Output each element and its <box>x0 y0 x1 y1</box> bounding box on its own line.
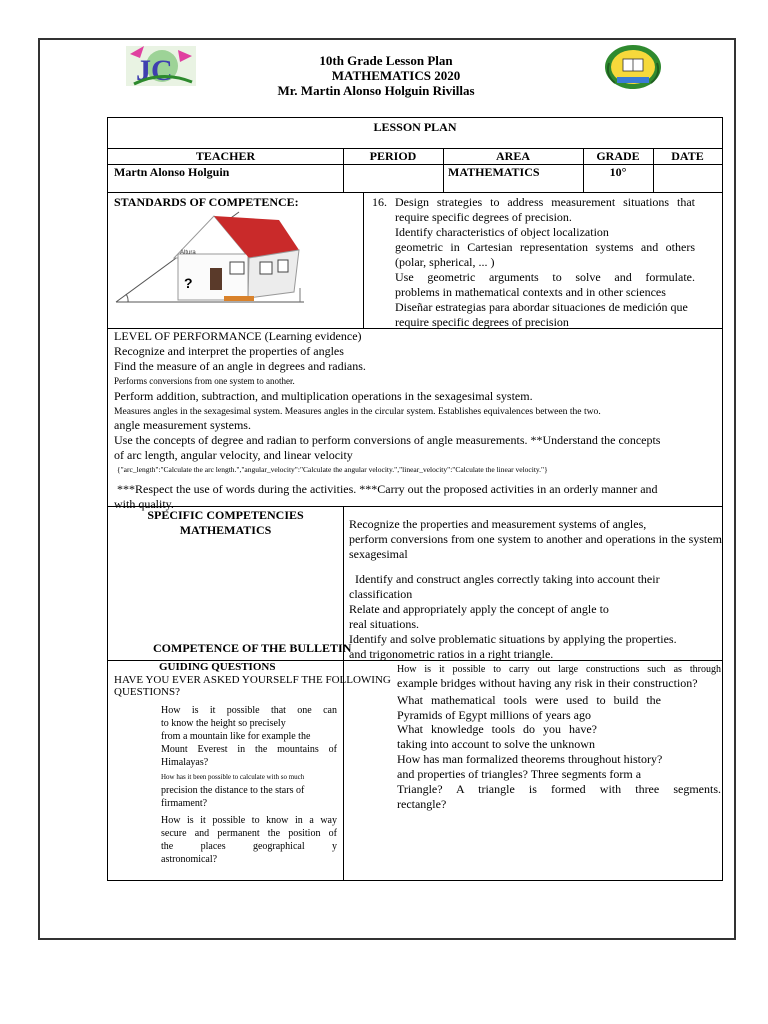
lesson-plan-table <box>107 117 723 881</box>
teacher-name: Martn Alonso Holguin <box>114 165 230 179</box>
lesson-plan-title: LESSON PLAN <box>373 120 457 134</box>
header-teacher: Mr. Martin Alonso Holguin Rivillas <box>277 83 475 98</box>
right-question-3: What knowledge tools do you have? taking into account to solve the unknown <box>397 722 597 751</box>
document-header <box>0 0 768 110</box>
question-1: How is it possible that one can to know the height so precisely from a mountain like for example the Mount Everest in the mountains of Himalayas? <box>161 705 337 768</box>
competencies-text: Recognize the properties and measurement systems of angles, perform conversions from one system to another and operations in the system sexagesimal Identify and construct angles correctly taking into account their classification Relate and appropriately apply the concept of angle to real situations. Identify and solve problematic situations by applying the properties. and trigonometric ratios in a right triangle. <box>349 517 722 661</box>
question-3: How is it possible to know in a way secure and permanent the position of the places geographical y astronomical? <box>161 815 337 865</box>
area-value: MATHEMATICS <box>448 165 540 179</box>
competencies-title: SPECIFIC COMPETENCIES MATHEMATICS <box>147 508 304 537</box>
house-height-figure <box>114 210 309 310</box>
figure-height-label: Altura <box>180 250 196 256</box>
school-crest-logo <box>603 43 663 91</box>
guiding-intro: HAVE YOU EVER ASKED YOURSELF THE FOLLOWING QUESTIONS? <box>114 674 391 698</box>
right-question-1: How is it possible to carry out large constructions such as through example bridges without having any risk in their construction? <box>397 664 721 690</box>
question-2: How has it been possible to calculate with so much precision the distance to the stars of firmament? <box>161 773 305 809</box>
figure-question-mark: ? <box>184 275 193 291</box>
svg-text:JC: JC <box>136 54 173 87</box>
standards-label: STANDARDS OF COMPETENCE: <box>114 195 299 209</box>
right-question-2: What mathematical tools were used to build the Pyramids of Egypt millions of years ago <box>397 693 661 722</box>
right-question-4: How has man formalized theorems throughout history? and properties of triangles? Three segments form a Triangle? A triangle is formed with three segments. rectangle? <box>397 752 721 811</box>
standard-number: 16. <box>372 195 387 209</box>
header-title: 10th Grade Lesson Plan <box>319 53 453 68</box>
col-period: PERIOD <box>369 149 417 163</box>
performance-section: LEVEL OF PERFORMANCE (Learning evidence) Recognize and interpret the properties of angles Find the measure of an angle in degrees and radians. Performs conversions from one system to another. Perform addition, subtraction, and multiplication operations in the sexagesimal system. Measures angles in the sexagesimal system. Measures angles in the circular system. Establishes equivalences between the two. angle measurement systems. Use the concepts of degree and radian to perform conversions of angle measurements. **Understand the concepts of arc length, angular velocity, and linear velocity {"arc_length":"Calculate the arc length.","angular_velocity":"Calculate the angular velocity.","linear_velocity":"Calculate the linear velocity."} ***Respect the use of words during the activities. ***Carry out the proposed activities in an orderly manner and with quality. <box>114 329 661 511</box>
col-grade: GRADE <box>596 149 640 163</box>
grade-value: 10° <box>609 165 627 179</box>
bulletin-label: COMPETENCE OF THE BULLETIN <box>153 641 352 655</box>
standards-text: Design strategies to address measurement situations that require specific degrees of precision. Identify characteristics of object localization geometric in Cartesian representation systems and others (polar, spherical, ... ) Use geometric arguments to solve and formulate. problems in mathematical contexts and in other sciences Diseñar estrategias para abordar situaciones de medición que require specific degrees of precision <box>395 195 695 329</box>
header-subject: MATHEMATICS 2020 <box>331 68 461 83</box>
col-area: AREA <box>495 149 530 163</box>
col-teacher: TEACHER <box>195 149 256 163</box>
col-date: DATE <box>671 149 704 163</box>
guiding-title: GUIDING QUESTIONS <box>159 661 276 673</box>
